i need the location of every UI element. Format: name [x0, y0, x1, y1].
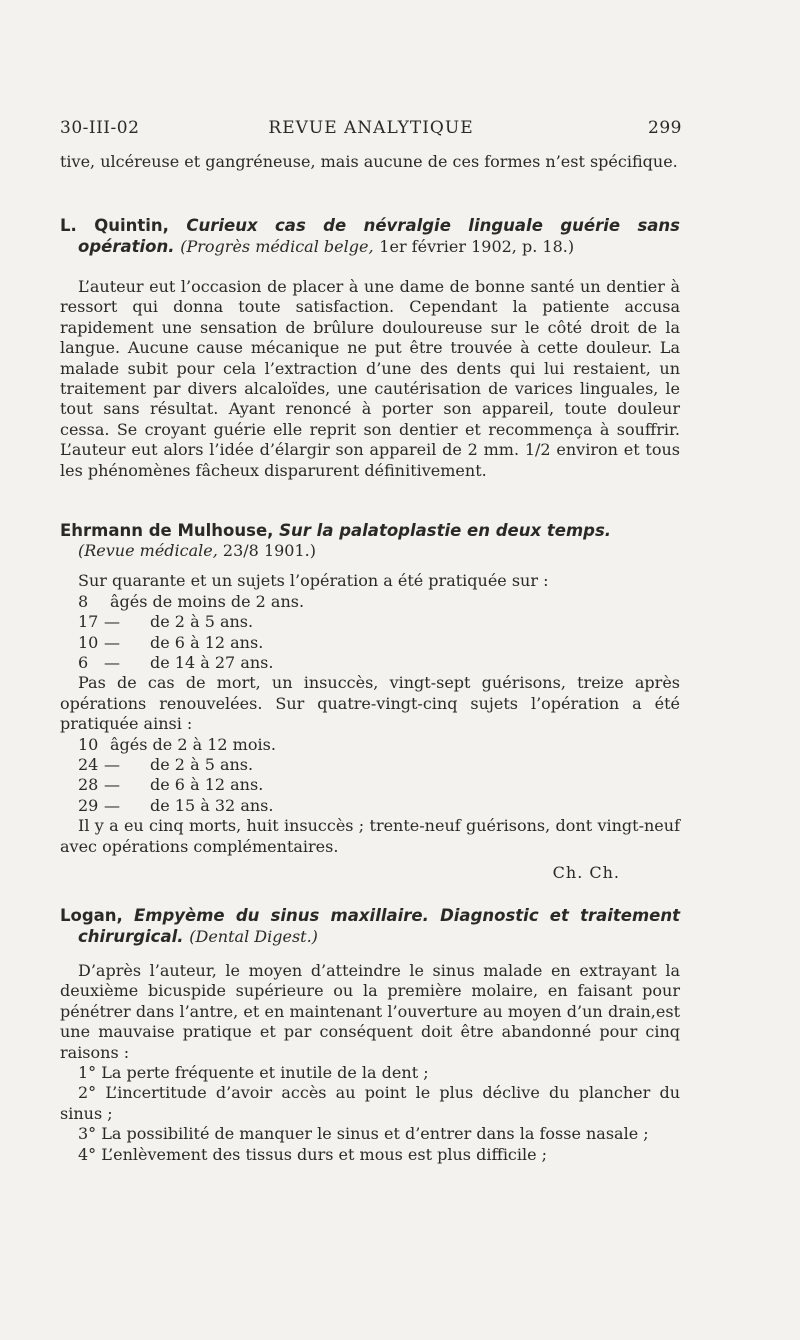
article-source — [60, 541, 680, 561]
stats-row — [60, 755, 680, 775]
reason-item: 2° L’incertitude d’avoir accès au point le plus déclive du plancher du sinus ; — [60, 1083, 680, 1123]
reason-item: 4° L’enlèvement des tissus durs et mous est plus difficile ; — [78, 1144, 548, 1164]
article-quintin — [60, 215, 680, 481]
article-author: Ehrmann de Mulhouse, — [60, 521, 274, 540]
stats-dash: — — [104, 612, 120, 632]
stats-row — [60, 653, 680, 673]
stats-count: 10 — [78, 632, 99, 652]
stats-dash: — — [104, 653, 120, 673]
article-title — [60, 520, 680, 541]
article-ehrmann — [60, 520, 680, 884]
stats-conclusion: Il y a eu cinq morts, huit insuccès ; trente-neuf guérisons, dont vingt-neuf avec opérations complémentaires. — [60, 816, 680, 856]
stats-text: de 14 à 27 ans. — [150, 653, 274, 673]
stats-count: 6 — [78, 653, 89, 673]
stats-dash: — — [104, 795, 120, 815]
stats-row — [60, 796, 680, 816]
stats-text: âgés de 2 à 12 mois. — [110, 734, 276, 754]
stats-text: âgés de moins de 2 ans. — [110, 591, 305, 611]
stats-count: 28 — [78, 775, 99, 795]
article-body: D’après l’auteur, le moyen d’atteindre le sinus malade en extrayant la deuxième bicuspide supérieure ou la première molaire, en faisant pour pénétrer dans l’antre, et en maintenant l’ouverture au moyen d’un drain,est une mauvaise pratique et par conséquent doit être abandonné pour cinq raisons : — [60, 961, 680, 1062]
stats-dash: — — [104, 632, 120, 652]
article-logan — [60, 905, 680, 1165]
article-source: (Dental Digest.) — [189, 927, 318, 946]
article-source-journal: (Revue médicale, — [78, 541, 218, 560]
stats-row — [60, 735, 680, 755]
article-author: Logan, — [60, 906, 123, 925]
article-source: (Progrès médical belge, — [180, 237, 374, 256]
article-title — [60, 215, 680, 257]
article-author: L. Quintin, — [60, 216, 169, 235]
reason-item: 1° La perte fréquente et inutile de la dent ; — [78, 1063, 429, 1083]
stats-row — [60, 612, 680, 632]
stats-dash: — — [104, 755, 120, 775]
stats-row — [60, 592, 680, 612]
header-journal: REVUE ANALYTIQUE — [268, 118, 474, 138]
stats-text: de 2 à 5 ans. — [150, 612, 254, 632]
stats-text: de 6 à 12 ans. — [150, 775, 264, 795]
header-page-number: 299 — [648, 118, 682, 138]
article-title — [60, 905, 680, 947]
stats-count: 17 — [78, 612, 99, 632]
stats-middle: Pas de cas de mort, un insuccès, vingt-sept guérisons, treize après opérations renouvelées. Sur quatre-vingt-cinq sujets l’opération a été pratiquée ainsi : — [60, 673, 680, 734]
article-source-date: 1er février 1902, p. 18.) — [379, 237, 575, 256]
article-title-text: Curieux cas de névralgie linguale guérie sans opération. — [78, 216, 681, 256]
signature: Ch. Ch. — [552, 863, 620, 883]
header-date: 30-III-02 — [60, 118, 140, 138]
stats-dash: — — [104, 775, 120, 795]
intro-text: tive, ulcéreuse et gangréneuse, mais aucune de ces formes n’est spécifique. — [60, 152, 678, 171]
reasons-list — [60, 1063, 680, 1165]
article-source-date: 23/8 1901.) — [222, 541, 316, 560]
stats-text: de 6 à 12 ans. — [150, 632, 264, 652]
stats-text: de 15 à 32 ans. — [150, 795, 274, 815]
article-title-text: Empyème du sinus maxillaire. Diagnostic et traitement chirurgical. — [78, 906, 680, 946]
intro-paragraph — [60, 152, 680, 172]
stats-list-second — [60, 735, 680, 817]
stats-row — [60, 633, 680, 653]
stats-count: 8 — [78, 591, 89, 611]
stats-count: 10 — [78, 734, 99, 754]
running-header — [60, 118, 682, 142]
stats-list-first — [60, 592, 680, 674]
stats-intro: Sur quarante et un sujets l’opération a été pratiquée sur : — [78, 571, 549, 591]
article-body: L’auteur eut l’occasion de placer à une dame de bonne santé un dentier à ressort qui donna toute satisfaction. Cependant la patiente accusa rapidement une sensation de brûlure douloureuse sur le côté droit de la langue. Aucune cause mécanique ne put être trouvée à cette douleur. La malade subit pour cela l’extraction d’une des dents qui lui restaient, un traitement par divers alcaloïdes, une cautérisation de varices linguales, le tout sans résultat. Ayant renoncé à porter son appareil, toute douleur cessa. Se croyant guérie elle reprit son dentier et recommença à souffrir. L’auteur eut alors l’idée d’élargir son appareil de 2 mm. 1/2 environ et tous les phénomènes fâcheux disparurent définitivement. — [60, 277, 680, 480]
stats-count: 29 — [78, 795, 99, 815]
stats-text: de 2 à 5 ans. — [150, 755, 254, 775]
stats-row — [60, 775, 680, 795]
reason-item: 3° La possibilité de manquer le sinus et d’entrer dans la fosse nasale ; — [78, 1124, 649, 1144]
article-title-text: Sur la palatoplastie en deux temps. — [279, 521, 612, 540]
stats-count: 24 — [78, 755, 99, 775]
